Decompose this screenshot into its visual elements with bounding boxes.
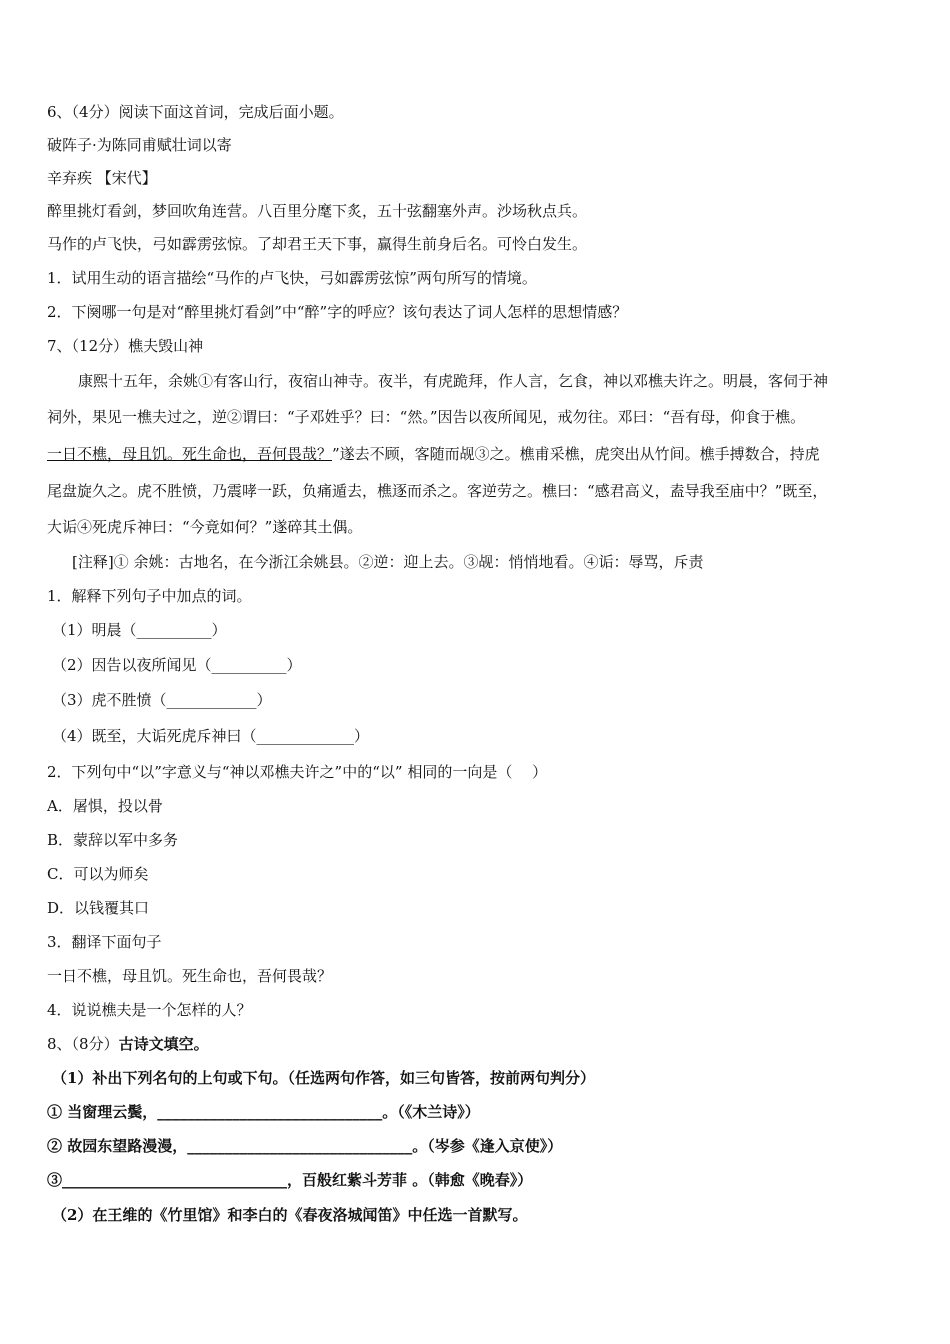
poem-line-2: 马作的卢飞快，弓如霹雳弦惊。了却君王天下事，赢得生前身后名。可怜白发生。 [47, 235, 588, 253]
option-c: C．可以为师矣 [47, 865, 149, 883]
passage-line: 康熙十五年，余姚①有客山行，夜宿山神寺。夜半，有虎跪拜，作人言，乞食，神以邓樵夫许之。明晨，客伺于神 [78, 372, 829, 390]
option-a: A．屠惧，投以骨 [47, 797, 163, 815]
q7-subquestion-3: 3．翻译下面句子 [47, 933, 162, 951]
annotation-note: [注释]① 余姚：古地名，在今浙江余姚县。②逆：迎上去。③觇：悄悄地看。④诟：辱骂，斥责 [72, 553, 704, 571]
poem-line-1: 醉里挑灯看剑，梦回吹角连营。八百里分麾下炙，五十弦翻塞外声。沙场秋点兵。 [47, 202, 588, 220]
question-7-header: 7、（12分）樵夫毁山神 [47, 337, 204, 355]
q6-subquestion-2: 2．下阕哪一句是对“醉里挑灯看剑”中“醉”字的呼应？该句表达了词人怎样的思想情感？ [47, 303, 628, 321]
question-6-header: 6、（4分）阅读下面这首词，完成后面小题。 [47, 103, 344, 121]
option-d: D．以钱覆其口 [47, 899, 150, 917]
question-8-title: 古诗文填空。 [118, 1035, 209, 1053]
poem-title: 破阵子·为陈同甫赋壮词以寄 [47, 136, 232, 154]
fill-blank-item: （4）既至，大诟死虎斥神曰（_____________） [52, 727, 370, 745]
q6-subquestion-1: 1．试用生动的语言描绘“马作的卢飞快，弓如霹雳弦惊”两句所写的情境。 [47, 269, 537, 287]
q8-part-2: （2）在王维的《竹里馆》和李白的《春夜洛城闻笛》中任选一首默写。 [52, 1206, 528, 1224]
poem-author: 辛弃疾 【宋代】 [47, 169, 157, 187]
option-b: B．蒙辞以军中多务 [47, 831, 179, 849]
q7-subquestion-1: 1．解释下列句子中加点的词。 [47, 587, 252, 605]
passage-line: 尾盘旋久之。虎不胜愤，乃震哮一跃，负痛遁去，樵逐而杀之。客逆劳之。樵曰：“感君高义，盍导我至庙中？”既至， [47, 482, 828, 500]
fill-blank-item: ① 当窗理云鬓，______________________________。（《木兰诗》） [47, 1103, 480, 1121]
question-8-number: 8、（8分） [47, 1035, 119, 1053]
fill-blank-item: （1）明晨（__________） [52, 621, 227, 639]
fill-blank-item: ② 故园东望路漫漫，______________________________。（岑参《逢入京使》） [47, 1137, 563, 1155]
passage-line: 大诟④死虎斥神曰：“今竟如何？”遂碎其土偶。 [47, 518, 363, 536]
fill-blank-item: （3）虎不胜愤（____________） [52, 691, 272, 709]
q7-subquestion-4: 4．说说樵夫是一个怎样的人？ [47, 1001, 252, 1019]
passage-line [47, 444, 820, 464]
fill-blank-item: ③______________________________，百般红紫斗芳菲 。（韩愈《晚春》） [47, 1171, 533, 1189]
translate-sentence: 一日不樵，母且饥。死生命也，吾何畏哉？ [47, 967, 333, 985]
q7-subquestion-2: 2．下列句中“以”字意义与“神以邓樵夫许之”中的“以” 相同的一向是（ ） [47, 763, 548, 781]
passage-line: 祠外，果见一樵夫过之，逆②谓曰：“子邓姓乎？曰：“然。”因告以夜所闻见，戒勿往。邓曰：“吾有母，仰食于樵。 [47, 408, 806, 426]
question-8-header [47, 1034, 209, 1054]
underlined-sentence: 一日不樵，母且饥。死生命也，吾何畏哉？ [47, 445, 333, 463]
passage-text: ”遂去不顾，客随而觇③之。樵甫采樵，虎突出从竹间。樵手搏数合，持虎 [332, 445, 820, 463]
fill-blank-item: （2）因告以夜所闻见（__________） [52, 656, 302, 674]
q8-part-1: （1）补出下列名句的上句或下句。（任选两句作答，如三句皆答，按前两句判分） [52, 1069, 595, 1087]
